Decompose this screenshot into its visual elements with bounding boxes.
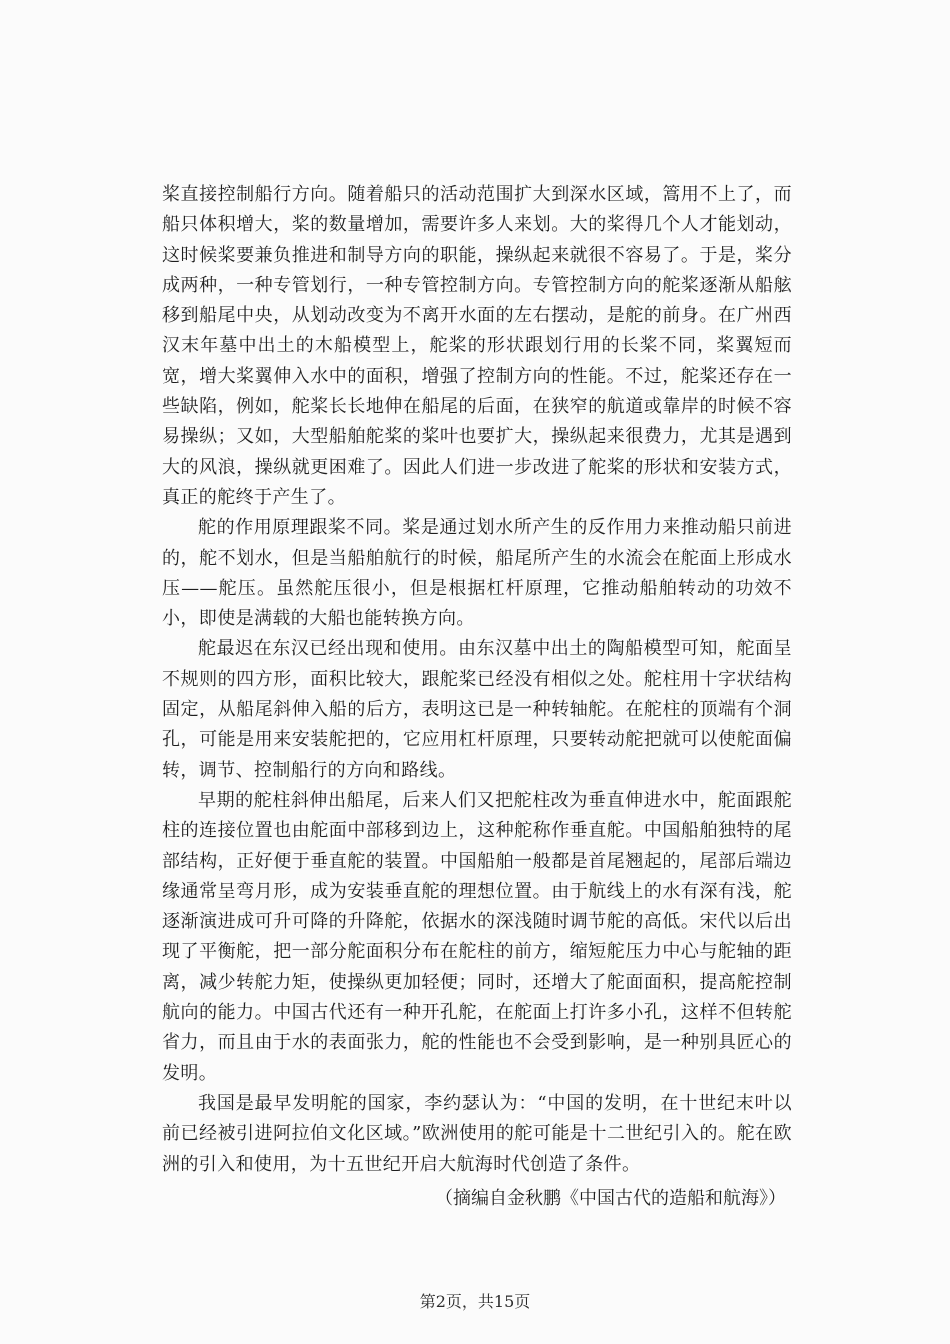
source-citation: （摘编自金秋鹏《中国古代的造船和航海》） xyxy=(435,1187,786,1209)
paragraph-2: 舵的作用原理跟桨不同。桨是通过划水所产生的反作用力来推动船只前进的，舵不划水，但是当船舶航行的时候，船尾所产生的水流会在舵面上形成水压——舵压。虽然舵压很小，但是根据杠杆原理，它推动船舶转动的功效不小，即使是满载的大船也能转换方向。 xyxy=(162,517,792,630)
page-number: 第2页，共15页 xyxy=(419,1292,531,1311)
paragraph-5: 我国是最早发明舵的国家，李约瑟认为：“中国的发明，在十世纪末叶以前已经被引进阿拉伯文化区域。”欧洲使用的舵可能是十二世纪引入的。舵在欧洲的引入和使用，为十五世纪开启大航海时代创造了条件。 xyxy=(162,1092,792,1175)
paragraph-4: 早期的舵柱斜伸出船尾，后来人们又把舵柱改为垂直伸进水中，舵面跟舵柱的连接位置也由舵面中部移到边上，这种舵称作垂直舵。中国船舶独特的尾部结构，正好便于垂直舵的装置。中国船舶一般都是首尾翘起的，尾部后端边缘通常呈弯月形，成为安装垂直舵的理想位置。由于航线上的水有深有浅，舵逐渐演进成可升可降的升降舵，依据水的深浅随时调节舵的高低。宋代以后出现了平衡舵，把一部分舵面积分布在舵柱的前方，缩短舵压力中心与舵轴的距离，减少转舵力矩，使操纵更加轻便；同时，还增大了舵面面积，提高舵控制航向的能力。中国古代还有一种开孔舵，在舵面上打许多小孔，这样不但转舵省力，而且由于水的表面张力，舵的性能也不会受到影响，是一种别具匠心的发明。 xyxy=(162,789,792,1084)
article-body xyxy=(162,180,792,1214)
paragraph-1: 桨直接控制船行方向。随着船只的活动范围扩大到深水区域，篙用不上了，而船只体积增大，桨的数量增加，需要许多人来划。大的桨得几个人才能划动，这时候桨要兼负推进和制导方向的职能，操纵起来就很不容易了。于是，桨分成两种，一种专管划行，一种专管控制方向。专管控制方向的舵桨逐渐从船舷移到船尾中央，从划动改变为不离开水面的左右摆动，是舵的前身。在广州西汉末年墓中出土的木船模型上，舵桨的形状跟划行用的长桨不同，桨翼短而宽，增大桨翼伸入水中的面积，增强了控制方向的性能。不过，舵桨还存在一些缺陷，例如，舵桨长长地伸在船尾的后面，在狭窄的航道或靠岸的时候不容易操纵；又如，大型船舶舵桨的桨叶也要扩大，操纵起来很费力，尤其是遇到大的风浪，操纵就更困难了。因此人们进一步改进了舵桨的形状和安装方式，真正的舵终于产生了。 xyxy=(162,184,792,508)
paragraph-3: 舵最迟在东汉已经出现和使用。由东汉墓中出土的陶船模型可知，舵面呈不规则的四方形，面积比较大，跟舵桨已经没有相似之处。舵柱用十字状结构固定，从船尾斜伸入船的后方，表明这已是一种转轴舵。在舵柱的顶端有个洞孔，可能是用来安装舵把的，它应用杠杆原理，只要转动舵把就可以使舵面偏转，调节、控制船行的方向和路线。 xyxy=(162,638,792,781)
